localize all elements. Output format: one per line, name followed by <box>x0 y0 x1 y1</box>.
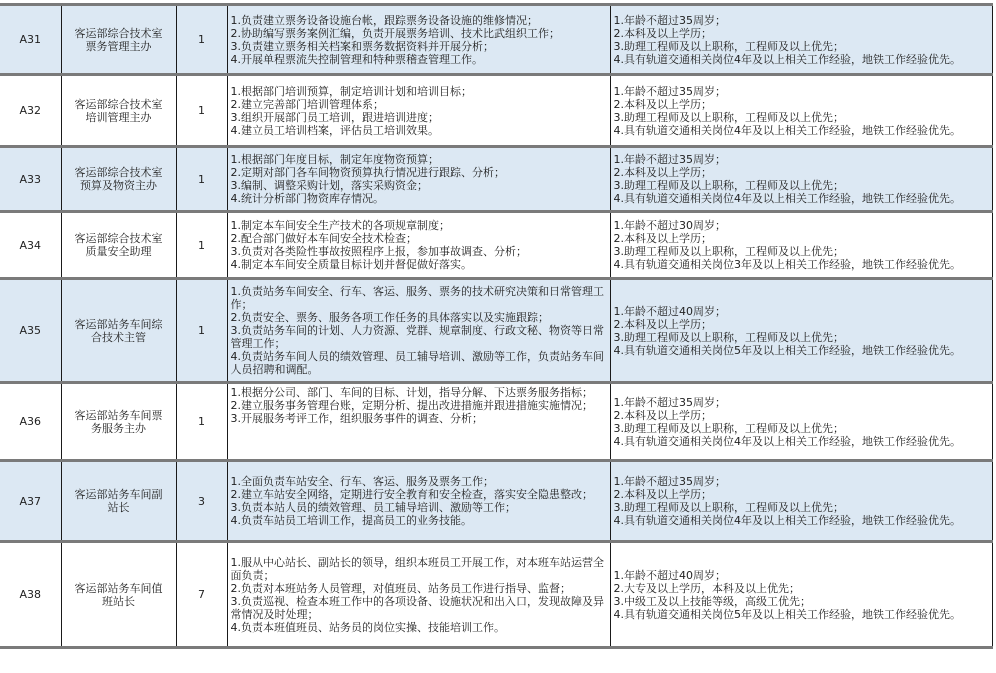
table-row <box>0 383 992 461</box>
position-name: 客运部站务车间票 务服务主办 <box>61 383 176 461</box>
duties-list: 1.根据部门年度目标，制定年度物资预算； 2.定期对部门各车间物资预算执行情况进行跟踪、分析； 3.编制、调整采购计划，落实采购资金； 4.统计分析部门物资库存情况。 <box>227 147 610 212</box>
requirements-list: 1.年龄不超过35周岁； 2.本科及以上学历； 3.助理工程师及以上职称，工程师及以上优先； 4.具有轨道交通相关岗位4年及以上相关工作经验，地铁工作经验优先。 <box>610 383 992 461</box>
headcount: 7 <box>176 542 227 648</box>
headcount: 1 <box>176 383 227 461</box>
position-name: 客运部站务车间值 班站长 <box>61 542 176 648</box>
position-name: 客运部综合技术室 培训管理主办 <box>61 75 176 147</box>
table-row <box>0 147 992 212</box>
headcount: 1 <box>176 279 227 383</box>
duties-list: 1.根据分公司、部门、车间的目标、计划，指导分解、下达票务服务指标； 2.建立服务事务管理台账，定期分析、提出改进措施并跟进措施实施情况； 3.开展服务考评工作，组织服务事件的调查、分析； <box>227 383 610 461</box>
position-code: A32 <box>0 75 61 147</box>
table-row <box>0 542 992 648</box>
requirements-list: 1.年龄不超过30周岁； 2.本科及以上学历； 3.助理工程师及以上职称，工程师及以上优先； 4.具有轨道交通相关岗位3年及以上相关工作经验，地铁工作经验优先。 <box>610 212 992 279</box>
requirements-list: 1.年龄不超过40周岁； 2.大专及以上学历，本科及以上优先； 3.中级工及以上技能等级，高级工优先； 4.具有轨道交通相关岗位5年及以上相关工作经验，地铁工作经验优先。 <box>610 542 992 648</box>
requirements-list: 1.年龄不超过35周岁； 2.本科及以上学历； 3.助理工程师及以上职称，工程师及以上优先； 4.具有轨道交通相关岗位4年及以上相关工作经验，地铁工作经验优先。 <box>610 75 992 147</box>
table-row <box>0 75 992 147</box>
position-code: A38 <box>0 542 61 648</box>
table-row <box>0 279 992 383</box>
headcount: 1 <box>176 147 227 212</box>
table-row <box>0 461 992 542</box>
requirements-list: 1.年龄不超过35周岁； 2.本科及以上学历； 3.助理工程师及以上职称，工程师及以上优先； 4.具有轨道交通相关岗位4年及以上相关工作经验，地铁工作经验优先。 <box>610 461 992 542</box>
position-code: A33 <box>0 147 61 212</box>
position-code: A37 <box>0 461 61 542</box>
position-name: 客运部综合技术室 预算及物资主办 <box>61 147 176 212</box>
position-name: 客运部综合技术室 票务管理主办 <box>61 5 176 75</box>
headcount: 1 <box>176 5 227 75</box>
headcount: 1 <box>176 212 227 279</box>
requirements-list: 1.年龄不超过40周岁； 2.本科及以上学历； 3.助理工程师及以上职称，工程师及以上优先； 4.具有轨道交通相关岗位5年及以上相关工作经验，地铁工作经验优先。 <box>610 279 992 383</box>
duties-list: 1.负责站务车间安全、行车、客运、服务、票务的技术研究决策和日常管理工作； 2.负责安全、票务、服务各项工作任务的具体落实以及实施跟踪； 3.负责站务车间的计划、人力资源、党群、规章制度、行政文秘、物资等日常管理工作； 4.负责站务车间人员的绩效管理、员工辅导培训、激励等工作，负责站务车间人员招聘和调配。 <box>227 279 610 383</box>
requirements-list: 1.年龄不超过35周岁； 2.本科及以上学历； 3.助理工程师及以上职称，工程师及以上优先； 4.具有轨道交通相关岗位4年及以上相关工作经验，地铁工作经验优先。 <box>610 147 992 212</box>
job-positions-table <box>0 3 993 649</box>
position-code: A31 <box>0 5 61 75</box>
duties-list: 1.负责建立票务设备设施台帐，跟踪票务设备设施的维修情况； 2.协助编写票务案例汇编，负责开展票务培训、技术比武组织工作； 3.负责建立票务相关档案和票务数据资料并开展分析； 4.开展单程票流失控制管理和特种票稽查管理工作。 <box>227 5 610 75</box>
duties-list: 1.制定本车间安全生产技术的各项规章制度； 2.配合部门做好本车间安全技术检查； 3.负责对各类险性事故按照程序上报，参加事故调查、分析； 4.制定本车间安全质量目标计划并督促做好落实。 <box>227 212 610 279</box>
position-name: 客运部综合技术室 质量安全助理 <box>61 212 176 279</box>
position-name: 客运部站务车间综 合技术主管 <box>61 279 176 383</box>
table-row <box>0 5 992 75</box>
duties-list: 1.服从中心站长、副站长的领导，组织本班员工开展工作，对本班车站运营全面负责； 2.负责对本班站务人员管理，对值班员、站务员工作进行指导、监督； 3.负责巡视、检查本班工作中的各项设备、设施状况和出入口，发现故障及异常情况及时处理； 4.负责本班值班员、站务员的岗位实操、技能培训工作。 <box>227 542 610 648</box>
requirements-list: 1.年龄不超过35周岁； 2.本科及以上学历； 3.助理工程师及以上职称，工程师及以上优先； 4.具有轨道交通相关岗位4年及以上相关工作经验，地铁工作经验优先。 <box>610 5 992 75</box>
position-code: A34 <box>0 212 61 279</box>
headcount: 3 <box>176 461 227 542</box>
duties-list: 1.根据部门培训预算，制定培训计划和培训目标； 2.建立完善部门培训管理体系； 3.组织开展部门员工培训，跟进培训进度； 4.建立员工培训档案，评估员工培训效果。 <box>227 75 610 147</box>
position-name: 客运部站务车间副 站长 <box>61 461 176 542</box>
position-code: A35 <box>0 279 61 383</box>
position-code: A36 <box>0 383 61 461</box>
duties-list: 1.全面负责车站安全、行车、客运、服务及票务工作； 2.建立车站安全网络，定期进行安全教育和安全检查，落实安全隐患整改； 3.负责本站人员的绩效管理、员工辅导培训、激励等工作； 4.负责车站员工培训工作，提高员工的业务技能。 <box>227 461 610 542</box>
headcount: 1 <box>176 75 227 147</box>
table-row <box>0 212 992 279</box>
